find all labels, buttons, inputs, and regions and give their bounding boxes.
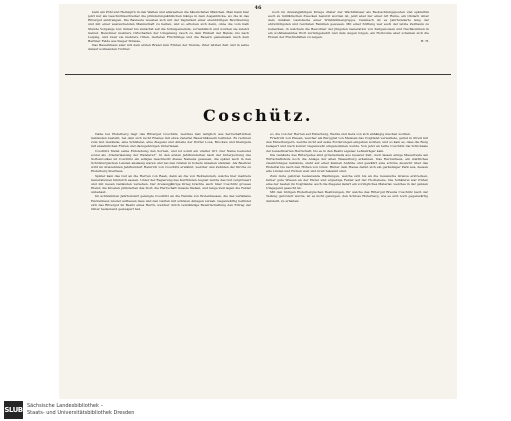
top-right-column: [268, 10, 429, 69]
body-right-column: [266, 132, 428, 354]
paragraph: Später kam das Gut an die Herren von Raab, dann an die von Reitzenstein, welche hier mehrere Generationen hindurch sassen. Unter der Regierung des Kurfürsten August wurde das Gut vergrössert und mit neuen Gebäuden versehen. Der dreissigjährige Krieg brachte auch über Coschütz grosses Elend; die Kroaten plünderten das Dorf, die Herrschaft musste fliehen, und lange Zeit lagen die Felder unbebaut.: [91, 173, 251, 195]
library-footer: [0, 399, 511, 421]
paragraph: so, die von der Herren auf Elsterberg, Werda und Gera von sich abhängig machen wollten.: [270, 132, 411, 136]
paragraph: Die Gebäude des Rittergutes sind grösstenteils aus neuerer Zeit, doch lassen einige Mauerreste am Wirtschaftshofe noch die Anlage der alten Wasserburg erkennen. Das Herrenhaus, ein stattliches zweistöckiges Gebäude, steht auf einer kleinen Anhöhe und gewährt eine schöne Aussicht über das Elstertal bis nach den Höhen von Greiz. Hinter dem Hause dehnt sich ein geräumiger Park aus, dessen alte Linden und Eichen weit und breit bekannt sind.: [266, 152, 428, 174]
author-signature: H. H.: [420, 39, 429, 44]
paragraph: Friedrich von Plauen, welcher als Burggraf von Meissen das Voigtland verwaltete, geriet in Streit mit den Elsterbergern, welche nicht auf seine Forderungen eingehen wollten; und so kam es, dass die Burg belagert und nach kurzer Gegenwehr eingenommen wurde. Von jetzt an teilte Coschütz die Schicksale der benachbarten Herrschaft, bis es in den Besitz eigener Lehnsträger kam.: [266, 136, 428, 153]
paragraph: Nahe bei Elsterberg liegt das Rittergut Coschütz, welches fast lediglich aus herrschaftlichen Gebäuden besteht, bei dem sich recht Ebenes mit etwa vielerlei Bauernhäusern befindet. Es rechnen zum Gut Gebäude, eine Schäferei, eine Ziegelei und Anteile der Dörfer Losa, Brockau und Kleingera mit ansehnlichen Fluren und dazugehörigen Untertanen.: [91, 132, 251, 149]
top-left-column: [88, 10, 249, 69]
page-number: 46: [254, 5, 262, 11]
paragraph: Mit den übrigen Elsterbergischen Besitzungen, für welche das Rittergut Brauns Coschütz nach der Teilung gefordert wurde, ist es nicht gelungen, den Schloss Elsterberg, wie es sich noch gegenwärtig darstellt, zu erhalten.: [266, 190, 428, 203]
section-divider: [65, 74, 451, 75]
paragraph: Zum Gute gehören bedeutende Waldungen, welche sich bis an die reussische Grenze erstrecken, ferner gute Wiesen an der Elster und ergiebige Felder auf der Hochebene. Die Schäferei war früher eine der besten im Voigtlande; auch die Ziegelei liefert ein vorzügliches Material, welches in der ganzen Umgegend gesucht ist.: [266, 173, 428, 191]
paragraph: Coschütz findet seine Entstehung den Sorben, und ist somit ein uralter Ort. Der Name bedeutet soviel als „Niederlassung der Wanderer“. In den ersten Jahrhunderten nach der Unterjochung des Sorbenvolkes ist Coschütz ein adliges Geschlecht dieses Namens gewesen, die später auch in den Schönburgischen Landen ansässig waren und bei den Grafen in hohem Ansehen standen. Als Besitzer wird im dreizehnten Jahrhundert Heinrich von Coschütz erwähnt, welcher den Zehnten der Kirche zu Elsterberg überliess.: [91, 148, 251, 174]
library-name-line: Sächsische Landesbibliothek –: [27, 403, 103, 409]
book-page: [59, 4, 457, 402]
library-name-line: Staats- und Universitätsbibliothek Dresden: [27, 410, 135, 416]
library-name: [27, 403, 134, 417]
paragraph: noch im dreissigjährigen Kriege düster der Wachthäuser als Beobachtungsposten und späterhin auch zu militärischen Zwecken benutzt worden ist, jetzt aber nur einer Art Ruine, ein Obdach unter dem dunklen Laubdache einer Windmühlengruppe. Demnach ist es Jahrhunderte lang der ehrwürdigsten und reichsten Familien gewesen. Mit einer Stiftung war auch der letzte Zeitraum zu bemerken, in welchem die Bewohner der jüngsten Generation von Zeitgenossen und Nachkommen in ein wohlbekanntes Wort zurückgekehrt und dem Augen folgen, am Horizonte aber scheinen sich die Hoben der Fluchtstätten zu zeigen.: [268, 10, 429, 39]
body-left-column: [91, 132, 251, 354]
library-logo: [4, 401, 23, 419]
paragraph: Im achtzehnten Jahrhundert gelangte Coschütz an die Familie von Bodenhausen, die das verfallene Herrenhaus wieder aufbauen liess und den Garten mit schönen Anlagen versah. Gegenwärtig befindet sich das Rittergut im Besitz eines Herrn, welcher durch verständige Bewirtschaftung den Ertrag der Güter bedeutend gesteigert hat.: [91, 194, 251, 211]
article-title: Coschütz.: [203, 106, 313, 125]
paragraph: Das Bauernhaus aber mit dem ersten Brand zum Ernten der Stunde, ihrer letzten Zeit und in seine darauf wohnenden Töchter.: [88, 43, 249, 52]
logo-text: SLUB: [4, 406, 23, 414]
paragraph: barn am Pöhl und Heinzgirn in den Walten und allerselben die häuslichsten Mädchen. Man kann hier jetzt nur als Geschichtsschreiber die plünderungsähnlichen Gänge in dem Augenblicke, wo die in das Rittergut eindrangen. Die Bauleute wussten sich mit der Tapferkeit einer ebenbürtigen Bevölkerung und mit einer ausreichenden Mannschaft zu helfen, und so erhoben sich denn, ohne die vom halb Stunde Vorgangs nur, immer bis zunächst auf die Schulgemeinde, vornehmlich und wurden sie zuletzt Gebiet. Bewohner mehrere Ortschaften der Umgebung rasch zu dem Einhalt der Bande, bis nach Leipzig, und zwar sie mehrere ritten, Gerieten Flüchtlinge und die Bauern gemeinsam nach dem Berliner Felde aus Sieger Strasse.: [88, 10, 249, 44]
